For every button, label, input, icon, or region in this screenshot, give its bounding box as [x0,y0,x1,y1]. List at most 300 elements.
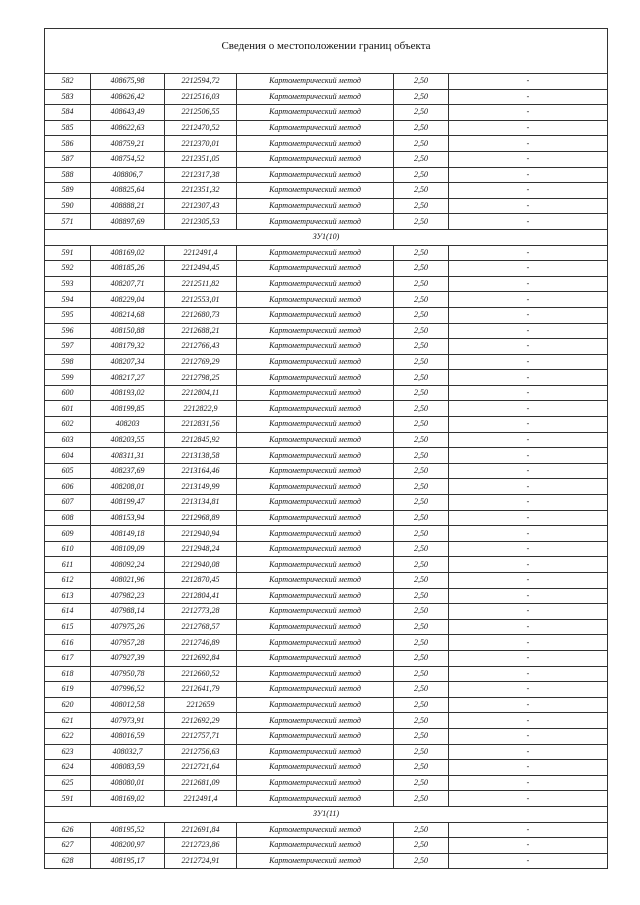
x-coordinate-cell: 408080,01 [91,775,165,791]
accuracy-cell: 2,50 [394,822,449,838]
y-coordinate-cell: 2212724,91 [165,853,237,869]
point-number-cell: 592 [45,261,91,277]
description-cell: - [449,791,608,807]
table-row [45,791,608,807]
accuracy-cell: 2,50 [394,120,449,136]
point-number-cell: 610 [45,541,91,557]
x-coordinate-cell: 408012,58 [91,697,165,713]
description-cell: - [449,214,608,230]
accuracy-cell: 2,50 [394,432,449,448]
point-number-cell: 598 [45,354,91,370]
accuracy-cell: 2,50 [394,198,449,214]
point-number-cell: 603 [45,432,91,448]
table-row [45,697,608,713]
y-coordinate-cell: 2212845,92 [165,432,237,448]
point-number-cell: 591 [45,245,91,261]
x-coordinate-cell: 408214,68 [91,307,165,323]
x-coordinate-cell: 407996,52 [91,682,165,698]
accuracy-cell: 2,50 [394,214,449,230]
table-row [45,385,608,401]
accuracy-cell: 2,50 [394,650,449,666]
x-coordinate-cell: 408622,63 [91,120,165,136]
accuracy-cell: 2,50 [394,526,449,542]
accuracy-cell: 2,50 [394,479,449,495]
method-cell: Картометрический метод [237,120,394,136]
point-number-cell: 587 [45,151,91,167]
method-cell: Картометрический метод [237,261,394,277]
point-number-cell: 582 [45,74,91,90]
y-coordinate-cell: 2212804,41 [165,588,237,604]
boundary-table [44,28,608,869]
method-cell: Картометрический метод [237,183,394,199]
table-row [45,650,608,666]
point-number-cell: 602 [45,417,91,433]
table-row [45,822,608,838]
method-cell: Картометрический метод [237,541,394,557]
table-row [45,354,608,370]
x-coordinate-cell: 408016,59 [91,728,165,744]
description-cell: - [449,292,608,308]
point-number-cell: 617 [45,650,91,666]
method-cell: Картометрический метод [237,822,394,838]
method-cell: Картометрический метод [237,198,394,214]
y-coordinate-cell: 2212769,29 [165,354,237,370]
description-cell: - [449,167,608,183]
point-number-cell: 608 [45,510,91,526]
accuracy-cell: 2,50 [394,261,449,277]
y-coordinate-cell: 2212768,57 [165,619,237,635]
accuracy-cell: 2,50 [394,105,449,121]
x-coordinate-cell: 408179,32 [91,339,165,355]
y-coordinate-cell: 2212660,52 [165,666,237,682]
point-number-cell: 605 [45,463,91,479]
y-coordinate-cell: 2212940,08 [165,557,237,573]
table-row [45,760,608,776]
y-coordinate-cell: 2212940,94 [165,526,237,542]
method-cell: Картометрический метод [237,728,394,744]
accuracy-cell: 2,50 [394,417,449,433]
y-coordinate-cell: 2212688,21 [165,323,237,339]
x-coordinate-cell: 408169,02 [91,245,165,261]
table-row [45,775,608,791]
x-coordinate-cell: 408897,69 [91,214,165,230]
y-coordinate-cell: 2212948,24 [165,541,237,557]
method-cell: Картометрический метод [237,479,394,495]
accuracy-cell: 2,50 [394,682,449,698]
x-coordinate-cell: 408207,71 [91,276,165,292]
method-cell: Картометрический метод [237,495,394,511]
table-row [45,573,608,589]
description-cell: - [449,526,608,542]
x-coordinate-cell: 408311,31 [91,448,165,464]
accuracy-cell: 2,50 [394,510,449,526]
table-row [45,479,608,495]
accuracy-cell: 2,50 [394,744,449,760]
x-coordinate-cell: 408203 [91,417,165,433]
table-row [45,713,608,729]
description-cell: - [449,151,608,167]
description-cell: - [449,682,608,698]
method-cell: Картометрический метод [237,448,394,464]
point-number-cell: 609 [45,526,91,542]
description-cell: - [449,495,608,511]
table-row [45,105,608,121]
method-cell: Картометрический метод [237,526,394,542]
x-coordinate-cell: 408237,69 [91,463,165,479]
table-row [45,666,608,682]
description-cell: - [449,448,608,464]
accuracy-cell: 2,50 [394,588,449,604]
description-cell: - [449,432,608,448]
point-number-cell: 624 [45,760,91,776]
table-row [45,339,608,355]
accuracy-cell: 2,50 [394,448,449,464]
x-coordinate-cell: 408195,52 [91,822,165,838]
method-cell: Картометрический метод [237,557,394,573]
method-cell: Картометрический метод [237,775,394,791]
point-number-cell: 622 [45,728,91,744]
point-number-cell: 623 [45,744,91,760]
accuracy-cell: 2,50 [394,89,449,105]
table-row [45,120,608,136]
method-cell: Картометрический метод [237,276,394,292]
accuracy-cell: 2,50 [394,853,449,869]
accuracy-cell: 2,50 [394,245,449,261]
y-coordinate-cell: 2212659 [165,697,237,713]
method-cell: Картометрический метод [237,167,394,183]
description-cell: - [449,588,608,604]
method-cell: Картометрический метод [237,510,394,526]
point-number-cell: 589 [45,183,91,199]
y-coordinate-cell: 2212756,63 [165,744,237,760]
x-coordinate-cell: 408150,88 [91,323,165,339]
description-cell: - [449,339,608,355]
description-cell: - [449,619,608,635]
x-coordinate-cell: 408643,49 [91,105,165,121]
method-cell: Картометрический метод [237,635,394,651]
accuracy-cell: 2,50 [394,136,449,152]
x-coordinate-cell: 408229,04 [91,292,165,308]
description-cell: - [449,573,608,589]
description-cell: - [449,370,608,386]
table-row [45,214,608,230]
y-coordinate-cell: 2212692,29 [165,713,237,729]
x-coordinate-cell: 408195,17 [91,853,165,869]
y-coordinate-cell: 2212723,86 [165,838,237,854]
accuracy-cell: 2,50 [394,697,449,713]
method-cell: Картометрический метод [237,74,394,90]
point-number-cell: 615 [45,619,91,635]
table-row [45,448,608,464]
table-row [45,89,608,105]
y-coordinate-cell: 2212351,05 [165,151,237,167]
y-coordinate-cell: 2212681,09 [165,775,237,791]
y-coordinate-cell: 2212307,43 [165,198,237,214]
description-cell: - [449,136,608,152]
point-number-cell: 613 [45,588,91,604]
method-cell: Картометрический метод [237,588,394,604]
method-cell: Картометрический метод [237,760,394,776]
description-cell: - [449,276,608,292]
x-coordinate-cell: 408109,09 [91,541,165,557]
method-cell: Картометрический метод [237,151,394,167]
point-number-cell: 594 [45,292,91,308]
description-cell: - [449,744,608,760]
y-coordinate-cell: 2212370,01 [165,136,237,152]
table-row [45,557,608,573]
point-number-cell: 596 [45,323,91,339]
method-cell: Картометрический метод [237,323,394,339]
point-number-cell: 600 [45,385,91,401]
y-coordinate-cell: 2213164,46 [165,463,237,479]
table-row [45,167,608,183]
point-number-cell: 621 [45,713,91,729]
point-number-cell: 590 [45,198,91,214]
x-coordinate-cell: 408185,26 [91,261,165,277]
table-row [45,183,608,199]
x-coordinate-cell: 408083,59 [91,760,165,776]
accuracy-cell: 2,50 [394,619,449,635]
point-number-cell: 595 [45,307,91,323]
x-coordinate-cell: 408199,85 [91,401,165,417]
method-cell: Картометрический метод [237,245,394,261]
accuracy-cell: 2,50 [394,557,449,573]
y-coordinate-cell: 2212766,43 [165,339,237,355]
table-row [45,307,608,323]
accuracy-cell: 2,50 [394,370,449,386]
x-coordinate-cell: 408092,24 [91,557,165,573]
method-cell: Картометрический метод [237,339,394,355]
accuracy-cell: 2,50 [394,775,449,791]
point-number-cell: 619 [45,682,91,698]
y-coordinate-cell: 2212968,89 [165,510,237,526]
description-cell: - [449,463,608,479]
accuracy-cell: 2,50 [394,495,449,511]
x-coordinate-cell: 408207,34 [91,354,165,370]
method-cell: Картометрический метод [237,791,394,807]
method-cell: Картометрический метод [237,370,394,386]
method-cell: Картометрический метод [237,713,394,729]
table-row [45,682,608,698]
y-coordinate-cell: 2213138,58 [165,448,237,464]
table-row [45,619,608,635]
point-number-cell: 616 [45,635,91,651]
table-row [45,526,608,542]
description-cell: - [449,604,608,620]
accuracy-cell: 2,50 [394,713,449,729]
point-number-cell: 585 [45,120,91,136]
accuracy-cell: 2,50 [394,323,449,339]
y-coordinate-cell: 2212746,89 [165,635,237,651]
description-cell: - [449,635,608,651]
y-coordinate-cell: 2212680,73 [165,307,237,323]
table-row [45,635,608,651]
method-cell: Картометрический метод [237,432,394,448]
accuracy-cell: 2,50 [394,307,449,323]
description-cell: - [449,666,608,682]
y-coordinate-cell: 2212511,82 [165,276,237,292]
description-cell: - [449,417,608,433]
method-cell: Картометрический метод [237,354,394,370]
method-cell: Картометрический метод [237,573,394,589]
point-number-cell: 612 [45,573,91,589]
x-coordinate-cell: 408200,97 [91,838,165,854]
table-title: Сведения о местоположении границ объекта [45,29,608,74]
point-number-cell: 618 [45,666,91,682]
table-row [45,74,608,90]
y-coordinate-cell: 2212870,45 [165,573,237,589]
table-row [45,728,608,744]
y-coordinate-cell: 2212831,56 [165,417,237,433]
table-row [45,323,608,339]
table-row [45,541,608,557]
point-number-cell: 601 [45,401,91,417]
accuracy-cell: 2,50 [394,339,449,355]
accuracy-cell: 2,50 [394,635,449,651]
method-cell: Картометрический метод [237,401,394,417]
method-cell: Картометрический метод [237,417,394,433]
x-coordinate-cell: 407957,28 [91,635,165,651]
y-coordinate-cell: 2212773,28 [165,604,237,620]
accuracy-cell: 2,50 [394,292,449,308]
group-row [45,806,608,822]
method-cell: Картометрический метод [237,385,394,401]
x-coordinate-cell: 408021,96 [91,573,165,589]
x-coordinate-cell: 408203,55 [91,432,165,448]
point-number-cell: 628 [45,853,91,869]
y-coordinate-cell: 2213134,81 [165,495,237,511]
point-number-cell: 607 [45,495,91,511]
description-cell: - [449,261,608,277]
table-row [45,136,608,152]
method-cell: Картометрический метод [237,463,394,479]
accuracy-cell: 2,50 [394,183,449,199]
method-cell: Картометрический метод [237,604,394,620]
y-coordinate-cell: 2212470,52 [165,120,237,136]
point-number-cell: 588 [45,167,91,183]
accuracy-cell: 2,50 [394,541,449,557]
table-row [45,510,608,526]
table-row [45,853,608,869]
method-cell: Картометрический метод [237,105,394,121]
description-cell: - [449,307,608,323]
y-coordinate-cell: 2212491,4 [165,791,237,807]
description-cell: - [449,385,608,401]
description-cell: - [449,323,608,339]
method-cell: Картометрический метод [237,136,394,152]
y-coordinate-cell: 2212553,01 [165,292,237,308]
description-cell: - [449,245,608,261]
x-coordinate-cell: 407988,14 [91,604,165,620]
point-number-cell: 611 [45,557,91,573]
y-coordinate-cell: 2212804,11 [165,385,237,401]
point-number-cell: 599 [45,370,91,386]
x-coordinate-cell: 407950,78 [91,666,165,682]
x-coordinate-cell: 408675,98 [91,74,165,90]
description-cell: - [449,74,608,90]
accuracy-cell: 2,50 [394,604,449,620]
y-coordinate-cell: 2212721,64 [165,760,237,776]
description-cell: - [449,120,608,136]
method-cell: Картометрический метод [237,682,394,698]
accuracy-cell: 2,50 [394,167,449,183]
accuracy-cell: 2,50 [394,385,449,401]
description-cell: - [449,728,608,744]
y-coordinate-cell: 2212822,9 [165,401,237,417]
table-row [45,417,608,433]
point-number-cell: 614 [45,604,91,620]
description-cell: - [449,479,608,495]
accuracy-cell: 2,50 [394,74,449,90]
point-number-cell: 584 [45,105,91,121]
document-page [44,28,607,869]
point-number-cell: 620 [45,697,91,713]
y-coordinate-cell: 2212798,25 [165,370,237,386]
description-cell: - [449,541,608,557]
y-coordinate-cell: 2212491,4 [165,245,237,261]
accuracy-cell: 2,50 [394,666,449,682]
accuracy-cell: 2,50 [394,728,449,744]
point-number-cell: 625 [45,775,91,791]
x-coordinate-cell: 408149,18 [91,526,165,542]
description-cell: - [449,510,608,526]
method-cell: Картометрический метод [237,619,394,635]
point-number-cell: 591 [45,791,91,807]
description-cell: - [449,853,608,869]
point-number-cell: 606 [45,479,91,495]
table-row [45,276,608,292]
table-row [45,245,608,261]
table-row [45,401,608,417]
point-number-cell: 604 [45,448,91,464]
x-coordinate-cell: 408193,02 [91,385,165,401]
y-coordinate-cell: 2213149,99 [165,479,237,495]
x-coordinate-cell: 408217,27 [91,370,165,386]
y-coordinate-cell: 2212305,53 [165,214,237,230]
description-cell: - [449,822,608,838]
method-cell: Картометрический метод [237,853,394,869]
x-coordinate-cell: 407975,26 [91,619,165,635]
x-coordinate-cell: 408754,52 [91,151,165,167]
point-number-cell: 593 [45,276,91,292]
y-coordinate-cell: 2212506,55 [165,105,237,121]
description-cell: - [449,557,608,573]
y-coordinate-cell: 2212317,38 [165,167,237,183]
x-coordinate-cell: 407982,23 [91,588,165,604]
accuracy-cell: 2,50 [394,276,449,292]
point-number-cell: 586 [45,136,91,152]
y-coordinate-cell: 2212516,03 [165,89,237,105]
y-coordinate-cell: 2212757,71 [165,728,237,744]
method-cell: Картометрический метод [237,292,394,308]
x-coordinate-cell: 408626,42 [91,89,165,105]
description-cell: - [449,713,608,729]
y-coordinate-cell: 2212692,84 [165,650,237,666]
table-row [45,292,608,308]
accuracy-cell: 2,50 [394,401,449,417]
description-cell: - [449,775,608,791]
x-coordinate-cell: 408208,01 [91,479,165,495]
table-row [45,261,608,277]
method-cell: Картометрический метод [237,744,394,760]
accuracy-cell: 2,50 [394,760,449,776]
description-cell: - [449,838,608,854]
table-row [45,838,608,854]
method-cell: Картометрический метод [237,666,394,682]
description-cell: - [449,198,608,214]
x-coordinate-cell: 408032,7 [91,744,165,760]
point-number-cell: 583 [45,89,91,105]
